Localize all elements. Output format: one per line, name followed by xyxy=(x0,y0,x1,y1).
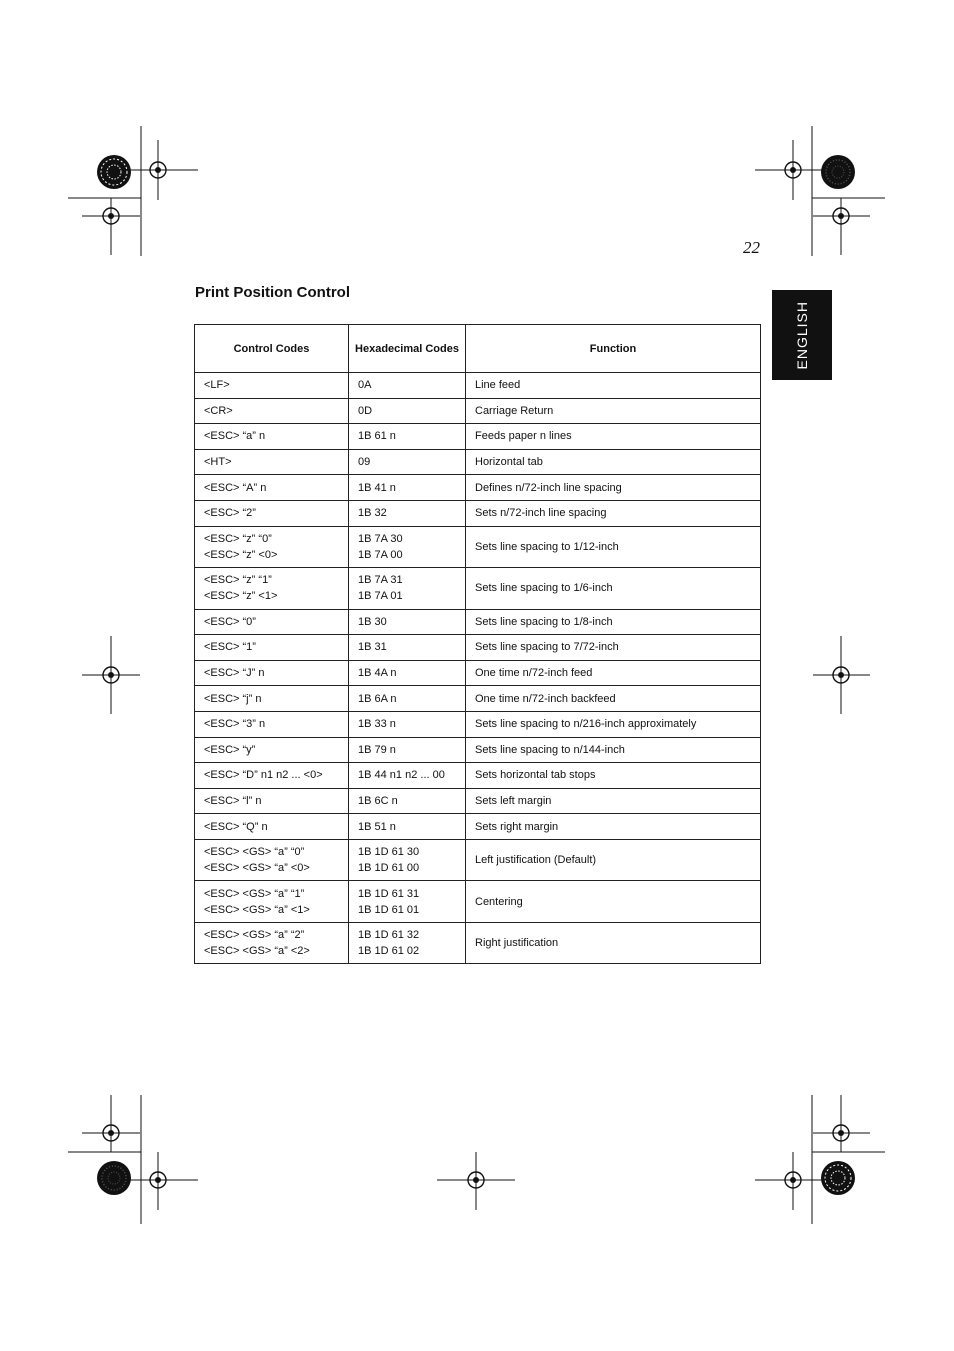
hex-code-cell-line: 1B 79 n xyxy=(358,743,396,756)
function-cell: Left justification (Default) xyxy=(466,839,761,881)
hex-code-cell xyxy=(349,424,466,450)
control-codes-table xyxy=(194,324,761,964)
control-code-cell xyxy=(195,635,349,661)
hex-code-cell xyxy=(349,922,466,964)
table-row xyxy=(195,711,761,737)
language-tab-label: ENGLISH xyxy=(794,300,810,370)
function-cell: One time n/72-inch feed xyxy=(466,660,761,686)
table-row xyxy=(195,568,761,610)
function-cell: Sets line spacing to 1/12-inch xyxy=(466,526,761,568)
table-row xyxy=(195,686,761,712)
control-code-cell xyxy=(195,398,349,424)
table-row xyxy=(195,609,761,635)
table-row xyxy=(195,737,761,763)
hex-code-cell-line: 0D xyxy=(358,404,373,417)
hex-code-cell-line: 1B 44 n1 n2 ... 00 xyxy=(358,769,445,782)
table-row xyxy=(195,398,761,424)
control-code-cell xyxy=(195,686,349,712)
control-code-cell-line: <ESC> “A” n xyxy=(204,481,267,494)
hex-code-cell xyxy=(349,373,466,399)
hex-code-cell-line: 1B 1D 61 30 xyxy=(358,846,420,859)
table-row xyxy=(195,922,761,964)
control-code-cell-line: <ESC> “l” n xyxy=(204,795,262,808)
hex-code-cell xyxy=(349,449,466,475)
hex-code-cell-line: 1B 7A 30 xyxy=(358,532,403,545)
hex-code-cell xyxy=(349,839,466,881)
hex-code-cell xyxy=(349,711,466,737)
control-code-cell-line: <ESC> “0” xyxy=(204,615,256,628)
control-code-cell xyxy=(195,526,349,568)
control-code-cell-line: <ESC> <GS> “a” <2> xyxy=(204,945,310,958)
table-row xyxy=(195,839,761,881)
hex-code-cell-line: 1B 31 xyxy=(358,641,387,654)
function-cell: Sets n/72-inch line spacing xyxy=(466,500,761,526)
hex-code-cell-line: 1B 1D 61 00 xyxy=(358,862,420,875)
hex-code-cell xyxy=(349,686,466,712)
control-code-cell-line: <ESC> “J” n xyxy=(204,667,265,680)
control-code-cell xyxy=(195,737,349,763)
control-code-cell xyxy=(195,449,349,475)
table-row xyxy=(195,788,761,814)
table-row xyxy=(195,763,761,789)
function-cell: Sets line spacing to 1/8-inch xyxy=(466,609,761,635)
hex-code-cell-line: 1B 7A 00 xyxy=(358,548,403,561)
table-row xyxy=(195,881,761,923)
control-code-cell xyxy=(195,711,349,737)
control-code-cell-line: <ESC> “Q” n xyxy=(204,820,268,833)
function-cell: Defines n/72-inch line spacing xyxy=(466,475,761,501)
control-code-cell xyxy=(195,881,349,923)
control-code-cell xyxy=(195,839,349,881)
hex-code-cell-line: 1B 30 xyxy=(358,615,387,628)
hex-code-cell-line: 1B 7A 31 xyxy=(358,574,403,587)
hex-code-cell xyxy=(349,635,466,661)
table-row xyxy=(195,660,761,686)
table-row xyxy=(195,814,761,840)
control-code-cell-line: <LF> xyxy=(204,379,230,392)
header-hexadecimal-codes: Hexadecimal Codes xyxy=(349,325,466,373)
function-cell: Sets line spacing to n/216-inch approximately xyxy=(466,711,761,737)
hex-code-cell xyxy=(349,737,466,763)
hex-code-cell xyxy=(349,475,466,501)
table-header-row xyxy=(195,325,761,373)
control-code-cell-line: <ESC> <GS> “a” <0> xyxy=(204,862,310,875)
control-code-cell-line: <ESC> “y” xyxy=(204,743,256,756)
control-code-cell-line: <ESC> “j” n xyxy=(204,692,262,705)
function-cell: Carriage Return xyxy=(466,398,761,424)
hex-code-cell xyxy=(349,660,466,686)
function-cell: Sets line spacing to 7/72-inch xyxy=(466,635,761,661)
hex-code-cell-line: 1B 1D 61 31 xyxy=(358,887,420,900)
control-code-cell xyxy=(195,424,349,450)
hex-code-cell-line: 1B 51 n xyxy=(358,820,396,833)
hex-code-cell-line: 1B 33 n xyxy=(358,718,396,731)
hex-code-cell-line: 09 xyxy=(358,456,371,469)
function-cell: Line feed xyxy=(466,373,761,399)
control-code-cell-line: <ESC> <GS> “a” “2” xyxy=(204,929,305,942)
hex-code-cell-line: 1B 61 n xyxy=(358,430,396,443)
control-code-cell xyxy=(195,475,349,501)
hex-code-cell xyxy=(349,526,466,568)
control-code-cell xyxy=(195,500,349,526)
table-row xyxy=(195,475,761,501)
function-cell: Horizontal tab xyxy=(466,449,761,475)
hex-code-cell xyxy=(349,788,466,814)
control-code-cell-line: <ESC> <GS> “a” “0” xyxy=(204,846,305,859)
function-cell: Sets right margin xyxy=(466,814,761,840)
control-code-cell xyxy=(195,788,349,814)
table-row xyxy=(195,373,761,399)
table-row xyxy=(195,449,761,475)
section-title: Print Position Control xyxy=(195,284,350,301)
hex-code-cell-line: 1B 4A n xyxy=(358,667,397,680)
hex-code-cell-line: 1B 6A n xyxy=(358,692,397,705)
hex-code-cell-line: 1B 6C n xyxy=(358,795,398,808)
control-code-cell-line: <HT> xyxy=(204,456,232,469)
control-code-cell-line: <ESC> “z” “0” xyxy=(204,532,272,545)
control-code-cell xyxy=(195,568,349,610)
control-code-cell xyxy=(195,763,349,789)
control-code-cell-line: <ESC> <GS> “a” <1> xyxy=(204,903,310,916)
control-code-cell-line: <ESC> “z” <1> xyxy=(204,590,278,603)
hex-code-cell-line: 1B 41 n xyxy=(358,481,396,494)
control-code-cell-line: <ESC> “2” xyxy=(204,507,256,520)
control-code-cell xyxy=(195,660,349,686)
table-row xyxy=(195,526,761,568)
hex-code-cell xyxy=(349,881,466,923)
hex-code-cell xyxy=(349,609,466,635)
control-code-cell xyxy=(195,373,349,399)
control-code-cell xyxy=(195,922,349,964)
hex-code-cell-line: 1B 1D 61 02 xyxy=(358,945,420,958)
language-tab xyxy=(772,290,832,380)
table-row xyxy=(195,635,761,661)
control-code-cell-line: <ESC> “a” n xyxy=(204,430,266,443)
function-cell: Centering xyxy=(466,881,761,923)
control-code-cell-line: <ESC> “3” n xyxy=(204,718,266,731)
function-cell: Sets left margin xyxy=(466,788,761,814)
hex-code-cell xyxy=(349,398,466,424)
control-code-cell-line: <ESC> “1” xyxy=(204,641,256,654)
hex-code-cell-line: 1B 32 xyxy=(358,507,387,520)
function-cell: Right justification xyxy=(466,922,761,964)
control-code-cell xyxy=(195,814,349,840)
table-row xyxy=(195,500,761,526)
function-cell: Feeds paper n lines xyxy=(466,424,761,450)
table-row xyxy=(195,424,761,450)
function-cell: Sets line spacing to 1/6-inch xyxy=(466,568,761,610)
hex-code-cell-line: 1B 1D 61 32 xyxy=(358,929,420,942)
control-code-cell-line: <ESC> “z” “1” xyxy=(204,574,272,587)
hex-code-cell xyxy=(349,814,466,840)
control-code-cell-line: <ESC> “D” n1 n2 ... <0> xyxy=(204,769,323,782)
control-code-cell-line: <ESC> <GS> “a” “1” xyxy=(204,887,305,900)
control-code-cell xyxy=(195,609,349,635)
hex-code-cell-line: 0A xyxy=(358,379,372,392)
control-code-cell-line: <ESC> “z” <0> xyxy=(204,548,278,561)
page-number: 22 xyxy=(743,238,760,257)
header-control-codes: Control Codes xyxy=(195,325,349,373)
hex-code-cell-line: 1B 1D 61 01 xyxy=(358,903,420,916)
hex-code-cell xyxy=(349,763,466,789)
function-cell: Sets line spacing to n/144-inch xyxy=(466,737,761,763)
hex-code-cell-line: 1B 7A 01 xyxy=(358,590,403,603)
function-cell: Sets horizontal tab stops xyxy=(466,763,761,789)
hex-code-cell xyxy=(349,568,466,610)
control-code-cell-line: <CR> xyxy=(204,404,233,417)
function-cell: One time n/72-inch backfeed xyxy=(466,686,761,712)
header-function: Function xyxy=(466,325,761,373)
hex-code-cell xyxy=(349,500,466,526)
